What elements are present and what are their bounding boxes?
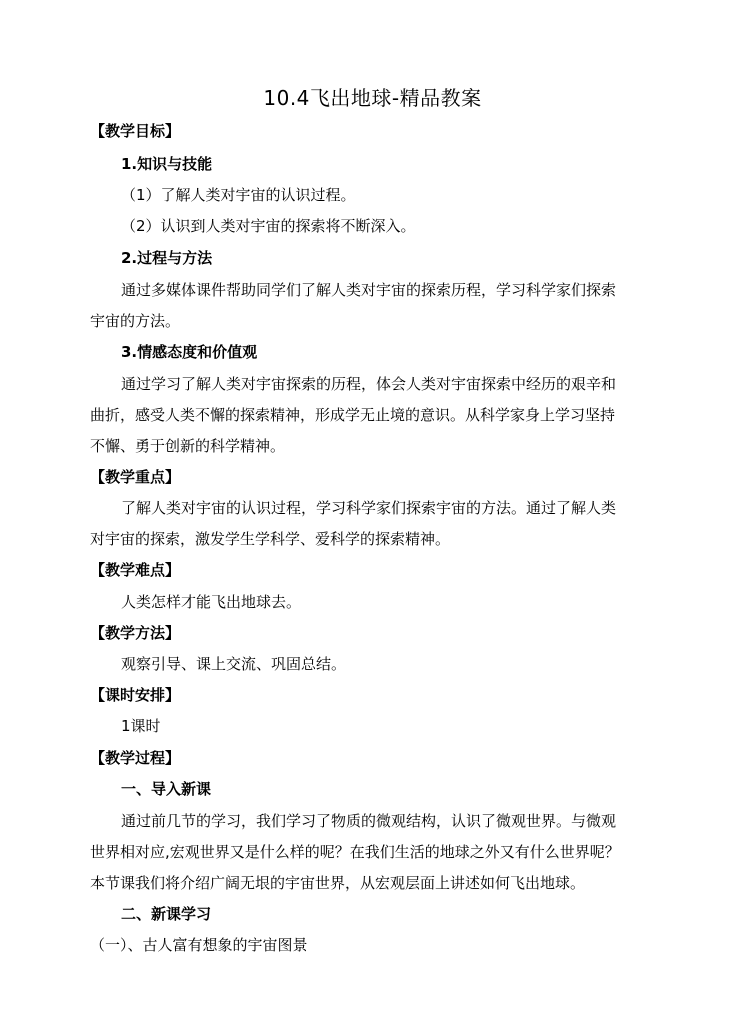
attitude-heading: 3.情感态度和价值观 [121,343,258,361]
knowledge-item-1: （1）了解人类对宇宙的认识过程。 [121,186,356,204]
teaching-process-heading: 【教学过程】 [90,749,181,767]
difficulties-line-1: 人类怎样才能飞出地球去。 [121,593,302,611]
attitude-line-1: 通过学习了解人类对宇宙探索的历程，体会人类对宇宙探索中经历的艰辛和 [121,375,617,393]
difficulties-heading: 【教学难点】 [90,561,181,579]
attitude-line-2: 曲折，感受人类不懈的探索精神，形成学无止境的意识。从科学家身上学习坚持 [90,406,616,424]
schedule-heading: 【课时安排】 [90,686,181,704]
new-lesson-heading: 二、新课学习 [121,905,212,923]
document-title: 10.4飞出地球-精品教案 [263,86,482,110]
objectives-heading: 【教学目标】 [90,122,181,140]
intro-line-1: 通过前几节的学习，我们学习了物质的微观结构，认识了微观世界。与微观 [121,812,617,830]
key-points-line-2: 对宇宙的探索，激发学生学科学、爱科学的探索精神。 [90,530,451,548]
schedule-line-1: 1课时 [121,717,161,735]
knowledge-item-2: （2）认识到人类对宇宙的探索将不断深入。 [121,217,416,235]
knowledge-skills-heading: 1.知识与技能 [121,155,213,173]
process-method-heading: 2.过程与方法 [121,249,213,267]
process-method-line-1: 通过多媒体课件帮助同学们了解人类对宇宙的探索历程，学习科学家们探索 [121,281,617,299]
new-lesson-subheading: （一）、古人富有想象的宇宙图景 [90,936,308,954]
intro-line-3: 本节课我们将介绍广阔无垠的宇宙世界，从宏观层面上讲述如何飞出地球。 [90,874,586,892]
process-method-line-2: 宇宙的方法。 [90,312,181,330]
methods-heading: 【教学方法】 [90,624,181,642]
methods-line-1: 观察引导、课上交流、巩固总结。 [121,655,347,673]
intro-line-2: 世界相对应,宏观世界又是什么样的呢？在我们生活的地球之外又有什么世界呢？ [90,843,620,861]
intro-heading: 一、导入新课 [121,780,212,798]
key-points-line-1: 了解人类对宇宙的认识过程，学习科学家们探索宇宙的方法。通过了解人类 [121,499,617,517]
attitude-line-3: 不懈、勇于创新的科学精神。 [90,437,286,455]
key-points-heading: 【教学重点】 [90,468,181,486]
